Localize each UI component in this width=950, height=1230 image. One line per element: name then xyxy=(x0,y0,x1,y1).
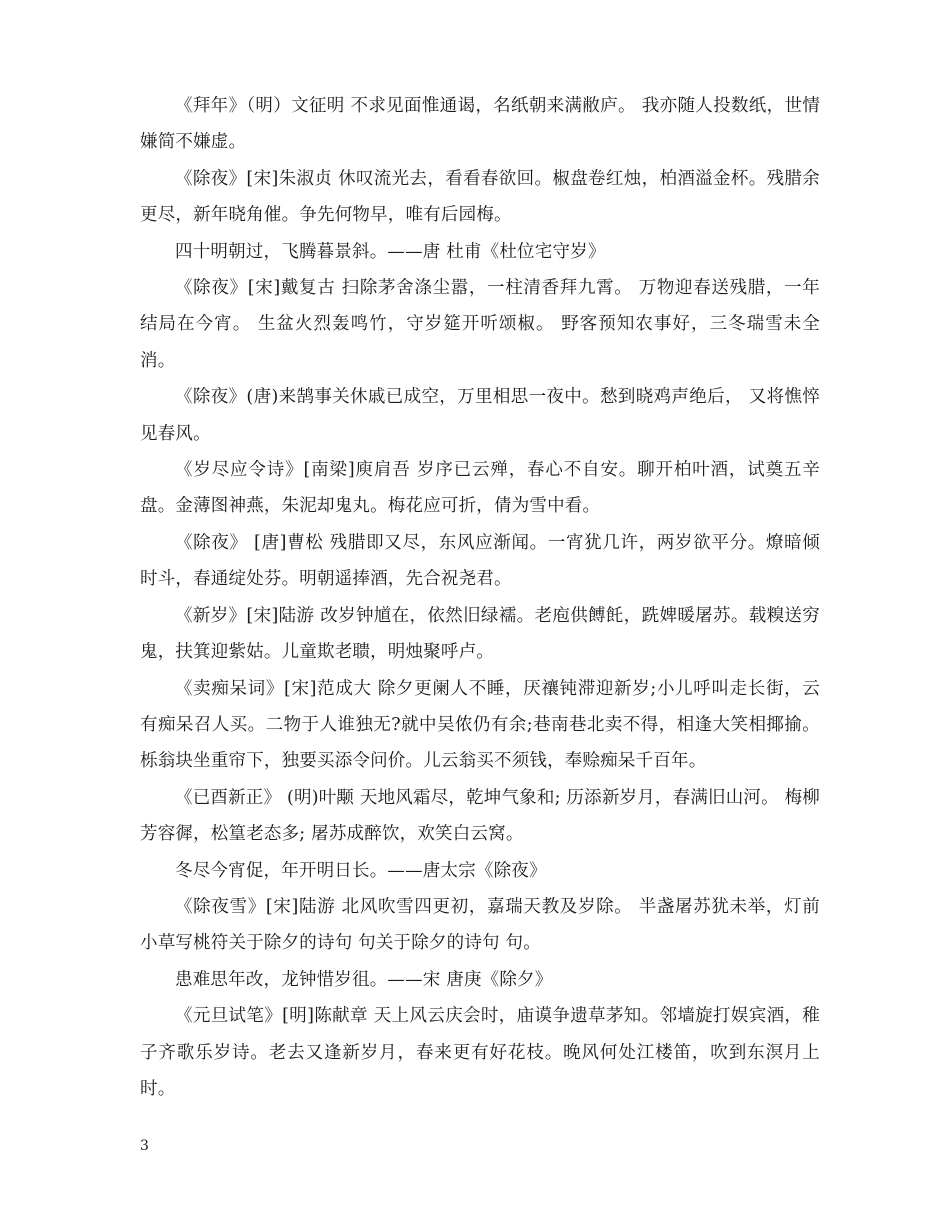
poem-paragraph: 《除夜》(唐)来鹄事关休戚已成空，万里相思一夜中。愁到晓鸡声绝后， 又将憔悴见春风。 xyxy=(140,387,820,444)
poem-paragraph: 《除夜》 [唐]曹松 残腊即又尽，东风应渐闻。一宵犹几许，两岁欲平分。燎暗倾时斗，春通绽处芬。明朝遥捧酒，先合祝尧君。 xyxy=(140,532,820,590)
document-body xyxy=(140,88,820,1107)
poem-paragraph: 四十明朝过，飞腾暮景斜。——唐 杜甫《杜位宅守岁》 xyxy=(175,241,606,262)
poem-paragraph: 《岁尽应令诗》[南梁]庾肩吾 岁序已云殚，春心不自安。聊开柏叶酒，试奠五辛盘。金薄图神燕，朱泥却鬼丸。梅花应可折，倩为雪中看。 xyxy=(140,460,820,517)
poem-paragraph: 冬尽今宵促，年开明日长。——唐太宗《除夜》 xyxy=(175,860,547,881)
poem-paragraph: 《拜年》（明）文征明 不求见面惟通谒，名纸朝来满敝庐。 我亦随人投数纸，世情嫌简不嫌虚。 xyxy=(140,96,820,153)
page-number: 3 xyxy=(140,1138,149,1154)
poem-paragraph: 《新岁》[宋]陆游 改岁钟馗在，依然旧绿襦。老庖供餺飥，跣婢暖屠苏。载糗送穷鬼，扶箕迎紫姑。儿童欺老聩，明烛聚呼卢。 xyxy=(140,605,820,663)
poem-paragraph: 《元旦试笔》[明]陈献章 天上风云庆会时，庙谟争遗草茅知。邻墙旋打娱宾酒，稚子齐歌乐岁诗。老去又逢新岁月，春来更有好花枝。晚风何处江楼笛，吹到东溟月上时。 xyxy=(140,1006,820,1099)
poem-paragraph: 《除夜》[宋]朱淑贞 休叹流光去，看看春欲回。椒盘卷红烛，柏酒溢金杯。残腊余更尽，新年晓角催。争先何物早，唯有后园梅。 xyxy=(140,168,820,226)
poem-paragraph: 《除夜雪》[宋]陆游 北风吹雪四更初，嘉瑞天教及岁除。 半盏屠苏犹未举，灯前小草写桃符关于除夕的诗句 句关于除夕的诗句 句。 xyxy=(140,896,820,954)
poem-paragraph: 《已酉新正》 (明)叶颙 天地风霜尽，乾坤气象和; 历添新岁月，春满旧山河。 梅柳芳容徲，松篁老态多; 屠苏成醉饮，欢笑白云窝。 xyxy=(140,787,820,845)
poem-paragraph: 《除夜》[宋]戴复古 扫除茅舍涤尘嚣，一柱清香拜九霄。 万物迎春送残腊，一年结局在今宵。 生盆火烈轰鸣竹，守岁筵开听颂椒。 野客预知农事好，三冬瑞雪未全消。 xyxy=(140,278,820,371)
poem-paragraph: 患难思年改，龙钟惜岁徂。——宋 唐庚《除夕》 xyxy=(175,969,553,990)
poem-paragraph: 《卖痴呆词》[宋]范成大 除夕更阑人不睡，厌禳钝滞迎新岁;小儿呼叫走长街，云有痴呆召人买。二物于人谁独无?就中吴侬仍有余;巷南巷北卖不得，相逢大笑相揶揄。栎翁块坐重帘下，独要买添令问价。儿云翁买不须钱，奉赊痴呆千百年。 xyxy=(140,678,820,772)
